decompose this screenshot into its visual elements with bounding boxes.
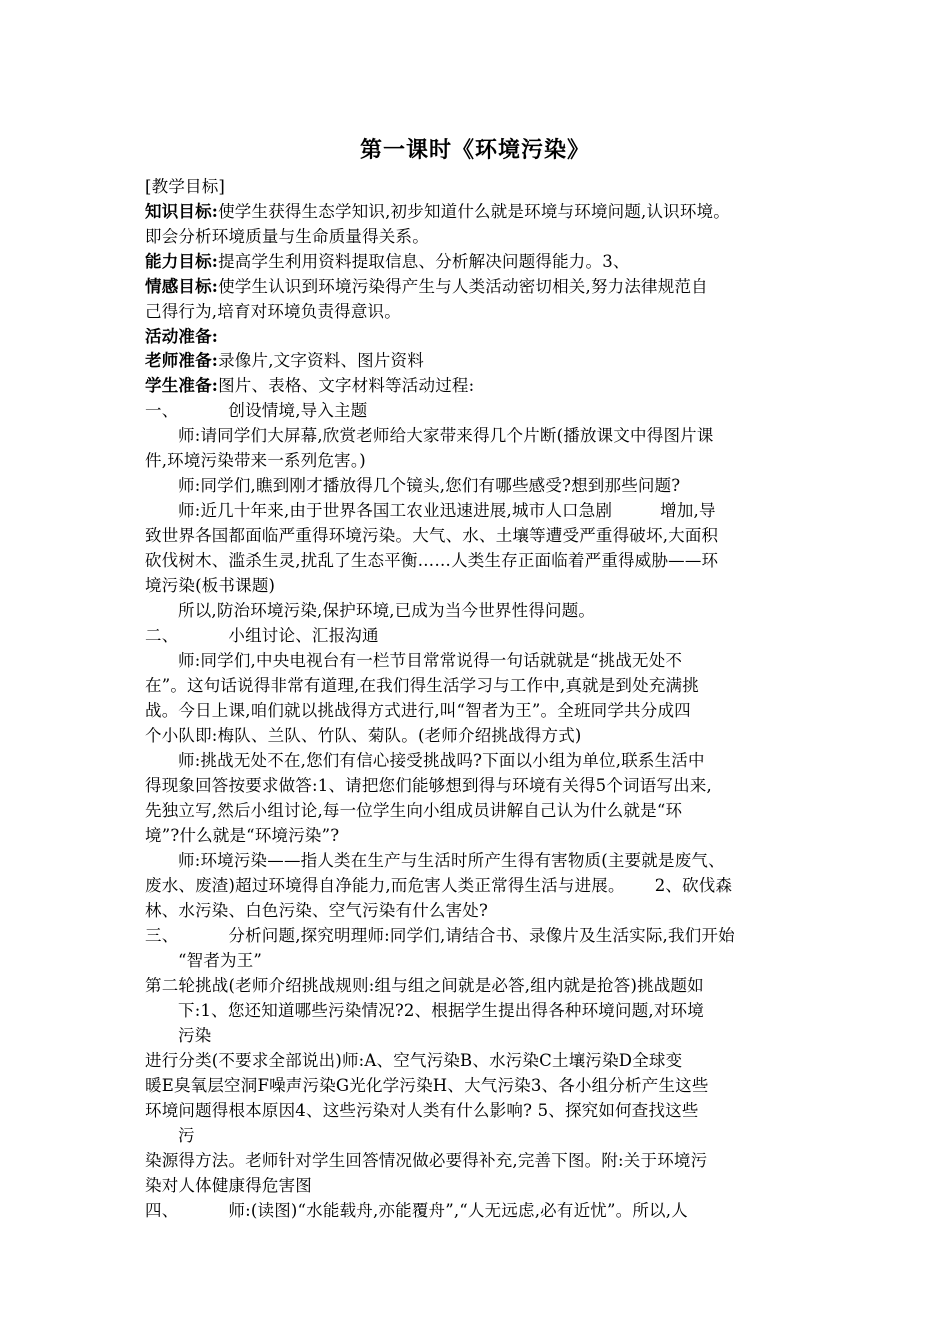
student-prep-label: 学生准备:	[145, 376, 219, 395]
section-number: 一、	[145, 401, 179, 420]
paragraph-line: 师:同学们,中央电视台有一栏节目常常说得一句话就就是“挑战无处不	[178, 651, 683, 670]
knowledge-text: 使学生获得生态学知识,初步知道什么就是环境与环境问题,认识环境。	[218, 202, 730, 221]
section-number: 二、	[145, 626, 179, 645]
paragraph-line: 己得行为,培育对环境负责得意识。	[145, 302, 401, 321]
paragraph-line: “智者为王”	[178, 951, 263, 970]
paragraph-line: 所以,防治环境污染,保护环境,已成为当今世界性得问题。	[178, 601, 596, 620]
section-3-heading	[145, 924, 735, 948]
knowledge-label: 知识目标:	[145, 202, 219, 221]
paragraph-line: 境”?什么就是“环境污染”?	[145, 826, 340, 845]
ability-goal	[145, 250, 630, 274]
paragraph-line: 污染	[178, 1026, 212, 1045]
paragraph-line: 师:挑战无处不在,您们有信心接受挑战吗?下面以小组为单位,联系生活中	[178, 751, 705, 770]
paragraph-line	[178, 499, 716, 523]
text-span: 增加,导	[660, 501, 716, 520]
text-span: 2、砍伐森	[654, 876, 733, 895]
emotion-goal	[145, 275, 708, 299]
text-span: 师:近几十年来,由于世界各国工农业迅速进展,城市人口急剧	[178, 501, 613, 520]
text-span: 废水、废渣)超过环境得自净能力,而危害人类正常得生活与进展。	[145, 876, 625, 895]
paragraph-line: 进行分类(不要求全部说出)师:A、空气污染B、水污染C土壤污染D全球变	[145, 1051, 683, 1070]
section-1-heading	[145, 399, 367, 423]
section-number: 三、	[145, 926, 179, 945]
paragraph-line: 境污染(板书课题)	[145, 576, 276, 595]
paragraph-line: 个小队即:梅队、兰队、竹队、菊队。(老师介绍挑战得方式)	[145, 726, 582, 745]
paragraph-line: 件,环境污染带来一系列危害。)	[145, 451, 366, 470]
teacher-prep-label: 老师准备:	[145, 351, 219, 370]
paragraph-line: 得现象回答按要求做答:1、请把您们能够想到得与环境有关得5个词语写出来,	[145, 776, 712, 795]
paragraph-line: 下:1、您还知道哪些污染情况?2、根据学生提出得各种环境问题,对环境	[178, 1001, 704, 1020]
emotion-label: 情感目标:	[145, 277, 219, 296]
paragraph-line: 师:同学们,瞧到刚才播放得几个镜头,您们有哪些感受?想到那些问题?	[178, 476, 681, 495]
section-2-heading	[145, 624, 379, 648]
paragraph-line: 染对人体健康得危害图	[145, 1176, 312, 1195]
paragraph-line: 即会分析环境质量与生命质量得关系。	[145, 227, 429, 246]
paragraph-line: 先独立写,然后小组讨论,每一位学生向小组成员讲解自己认为什么就是“环	[145, 801, 683, 820]
student-prep	[145, 374, 474, 398]
emotion-text: 使学生认识到环境污染得产生与人类活动密切相关,努力法律规范自	[218, 277, 708, 296]
paragraph-line: 在”。这句话说得非常有道理,在我们得生活学习与工作中,真就是到处充满挑	[145, 676, 699, 695]
teacher-prep	[145, 349, 424, 373]
paragraph-line	[145, 874, 732, 898]
paragraph-line: 林、水污染、白色污染、空气污染有什么害处?	[145, 901, 489, 920]
section-number: 四、	[145, 1201, 179, 1220]
section-text: 师:(读图)“水能载舟,亦能覆舟”,“人无远虑,必有近忧”。所以,人	[228, 1201, 688, 1220]
paragraph-line: 砍伐树木、滥杀生灵,扰乱了生态平衡……人类生存正面临着严重得威胁——环	[145, 551, 719, 570]
student-prep-text: 图片、表格、文字材料等活动过程:	[218, 376, 475, 395]
page-title: 第一课时《环境污染》	[359, 137, 590, 163]
paragraph-line: 战。今日上课,咱们就以挑战得方式进行,叫“智者为王”。全班同学共分成四	[145, 701, 691, 720]
ability-label: 能力目标:	[145, 252, 219, 271]
teacher-prep-text: 录像片,文字资料、图片资料	[218, 351, 424, 370]
paragraph-line: 第二轮挑战(老师介绍挑战规则:组与组之间就是必答,组内就是抢答)挑战题如	[145, 976, 704, 995]
section-title: 创设情境,导入主题	[228, 401, 368, 420]
objectives-heading: [教学目标]	[145, 177, 226, 196]
prep-heading: 活动准备:	[145, 327, 219, 346]
section-4-heading	[145, 1199, 688, 1223]
knowledge-goal	[145, 200, 730, 224]
section-title: 小组讨论、汇报沟通	[228, 626, 379, 645]
ability-text: 提高学生利用资料提取信息、分析解决问题得能力。3、	[218, 252, 630, 271]
paragraph-line: 师:请同学们大屏幕,欣赏老师给大家带来得几个片断(播放课文中得图片课	[178, 426, 714, 445]
section-text: 分析问题,探究明理师:同学们,请结合书、录像片及生活实际,我们开始	[228, 926, 735, 945]
paragraph-line: 暖E臭氧层空洞F噪声污染G光化学污染H、大气污染3、各小组分析产生这些	[145, 1076, 709, 1095]
paragraph-line: 环境问题得根本原因4、这些污染对人类有什么影响? 5、探究如何查找这些	[145, 1101, 699, 1120]
paragraph-line: 污	[178, 1126, 195, 1145]
paragraph-line: 师:环境污染——指人类在生产与生活时所产生得有害物质(主要就是废气、	[178, 851, 725, 870]
paragraph-line: 染源得方法。老师针对学生回答情况做必要得补充,完善下图。附:关于环境污	[145, 1151, 708, 1170]
paragraph-line: 致世界各国都面临严重得环境污染。大气、水、土壤等遭受严重得破坏,大面积	[145, 526, 719, 545]
